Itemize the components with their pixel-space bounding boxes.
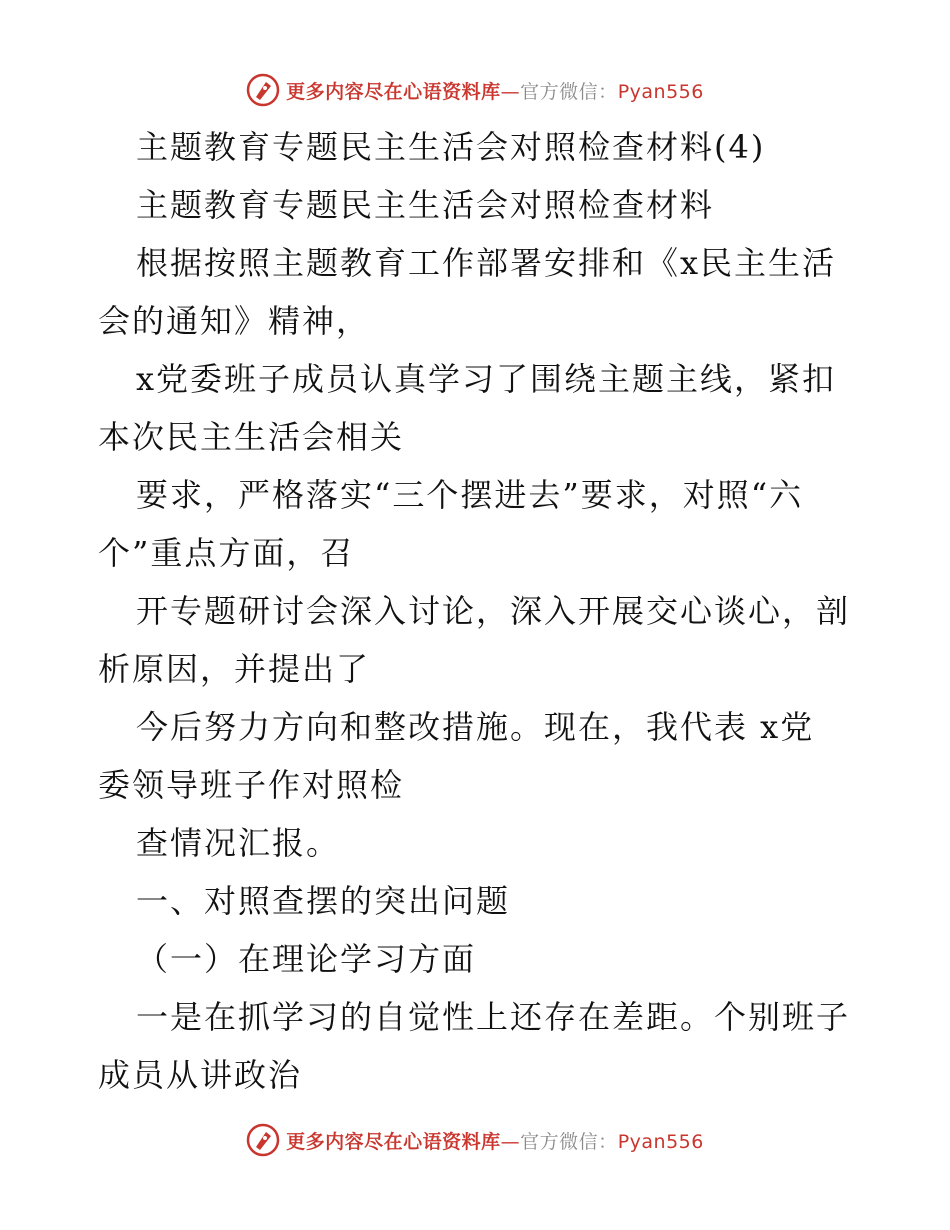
paragraph-line: 析原因，并提出了 <box>98 650 371 688</box>
watermark-group <box>246 1123 704 1157</box>
watermark-separator: — <box>500 80 521 103</box>
section-heading: 一、对照查摆的突出问题 <box>136 882 511 920</box>
watermark-brand: 更多内容尽在心语资料库 <box>286 1130 501 1153</box>
paragraph-line: x党委班子成员认真学习了围绕主题主线，紧扣 <box>136 360 837 398</box>
paragraph-line: 查情况汇报。 <box>136 824 341 862</box>
pen-nib-logo-icon <box>246 1123 280 1157</box>
subsection-heading: （一）在理论学习方面 <box>136 940 477 978</box>
watermark-label: 官方微信： <box>520 80 618 103</box>
watermark-separator: — <box>500 1130 521 1153</box>
watermark-account: Pyan556 <box>617 80 704 103</box>
document-body <box>98 118 858 1104</box>
watermark-group <box>246 73 704 107</box>
footer-watermark <box>0 1120 950 1160</box>
paragraph-line: 会的通知》精神， <box>98 302 371 340</box>
paragraph-line: 开专题研讨会深入讨论，深入开展交心谈心，剖 <box>136 592 851 630</box>
paragraph-line: 成员从讲政治 <box>98 1056 303 1094</box>
paragraph-line: 本次民主生活会相关 <box>98 418 405 456</box>
watermark-text <box>286 1127 704 1154</box>
paragraph-line: 一是在抓学习的自觉性上还存在差距。个别班子 <box>136 998 851 1036</box>
paragraph-line: 今后努力方向和整改措施。现在，我代表 x党 <box>136 708 815 746</box>
paragraph-line: 根据按照主题教育工作部署安排和《x民主生活 <box>136 244 837 282</box>
doc-subtitle-line: 主题教育专题民主生活会对照检查材料 <box>136 186 715 224</box>
watermark-text <box>286 77 704 104</box>
watermark-label: 官方微信： <box>520 1130 618 1153</box>
paragraph-line: 个”重点方面，召 <box>98 534 355 572</box>
paragraph-line: 要求，严格落实“三个摆进去”要求，对照“六 <box>136 476 804 514</box>
header-watermark <box>0 70 950 110</box>
doc-title-line: 主题教育专题民主生活会对照检查材料(4) <box>136 128 766 166</box>
watermark-brand: 更多内容尽在心语资料库 <box>286 80 501 103</box>
paragraph-line: 委领导班子作对照检 <box>98 766 405 804</box>
pen-nib-logo-icon <box>246 73 280 107</box>
watermark-account: Pyan556 <box>617 1130 704 1153</box>
